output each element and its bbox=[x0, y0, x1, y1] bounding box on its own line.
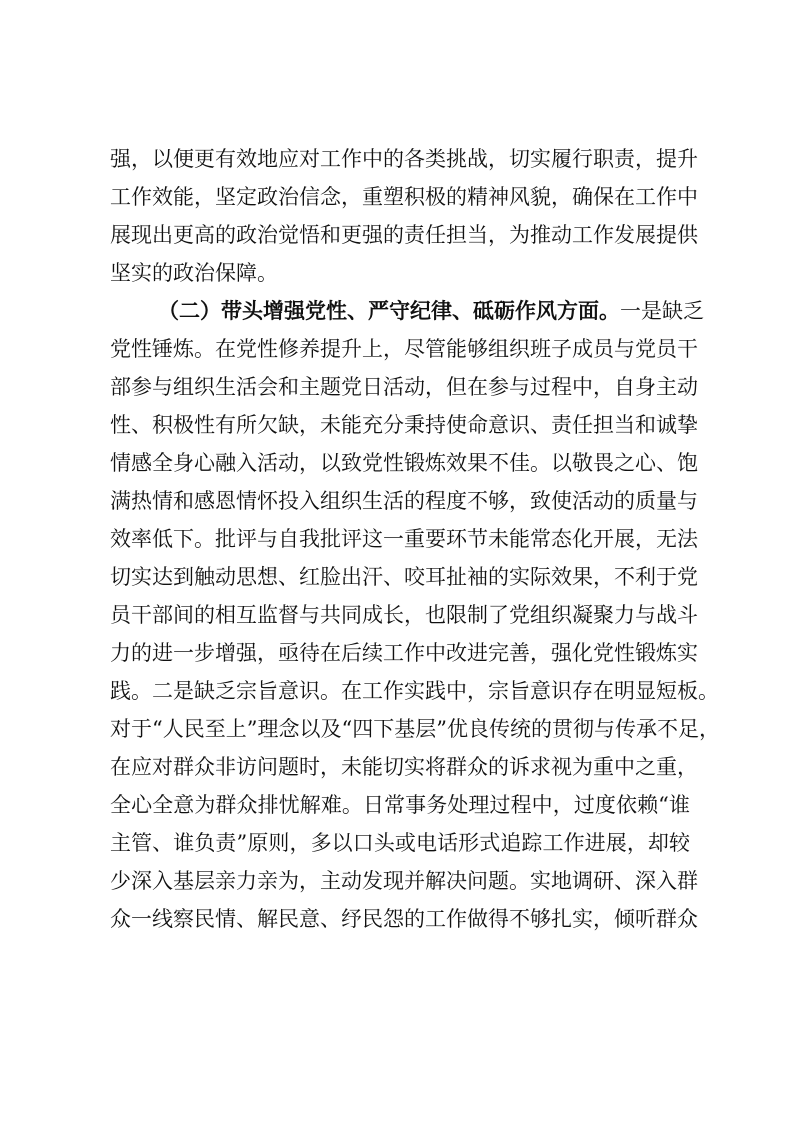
paragraph-line: 满热情和感恩情怀投入组织生活的程度不够，致使活动的质量与 bbox=[110, 489, 698, 513]
heading-line-continuation: 一是缺乏 bbox=[620, 299, 704, 323]
paragraph-line: 情感全身心融入活动，以致党性锻炼效果不佳。以敬畏之心、饱 bbox=[110, 451, 698, 475]
section-heading-line bbox=[158, 292, 704, 330]
paragraph-line: 主管、谁负责”原则，多以口头或电话形式追踪工作进展，却较 bbox=[110, 831, 690, 855]
paragraph-line: 少深入基层亲力亲为，主动发现并解决问题。实地调研、深入群 bbox=[110, 869, 698, 893]
paragraph-line: 对于“人民至上”理念以及“四下基层”优良传统的贯彻与传承不足， bbox=[110, 717, 720, 741]
paragraph-line: 力的进一步增强，亟待在后续工作中改进完善，强化党性锻炼实 bbox=[110, 641, 698, 665]
paragraph-line: 强，以便更有效地应对工作中的各类挑战，切实履行职责，提升 bbox=[110, 147, 698, 171]
paragraph-line: 工作效能，坚定政治信念，重塑积极的精神风貌，确保在工作中 bbox=[110, 185, 698, 209]
paragraph-line: 坚实的政治保障。 bbox=[110, 261, 278, 285]
paragraph-line: 部参与组织生活会和主题党日活动，但在参与过程中，自身主动 bbox=[110, 375, 698, 399]
section-heading: （二）带头增强党性、严守纪律、砥砺作风方面。 bbox=[158, 298, 620, 323]
paragraph-line: 党性锤炼。在党性修养提升上，尽管能够组织班子成员与党员干 bbox=[110, 337, 698, 361]
paragraph-line: 展现出更高的政治觉悟和更强的责任担当，为推动工作发展提供 bbox=[110, 223, 698, 247]
paragraph-line: 效率低下。批评与自我批评这一重要环节未能常态化开展，无法 bbox=[110, 527, 698, 551]
paragraph-line: 众一线察民情、解民意、纾民怨的工作做得不够扎实，倾听群众 bbox=[110, 907, 698, 931]
paragraph-line: 员干部间的相互监督与共同成长，也限制了党组织凝聚力与战斗 bbox=[110, 603, 698, 627]
paragraph-line: 性、积极性有所欠缺，未能充分秉持使命意识、责任担当和诚挚 bbox=[110, 413, 698, 437]
paragraph-line: 在应对群众非访问题时，未能切实将群众的诉求视为重中之重， bbox=[110, 755, 698, 779]
paragraph-line: 切实达到触动思想、红脸出汗、咬耳扯袖的实际效果，不利于党 bbox=[110, 565, 698, 589]
paragraph-line: 践。二是缺乏宗旨意识。在工作实践中，宗旨意识存在明显短板。 bbox=[110, 679, 719, 703]
paragraph-line: 全心全意为群众排忧解难。日常事务处理过程中，过度依赖“谁 bbox=[110, 793, 690, 817]
